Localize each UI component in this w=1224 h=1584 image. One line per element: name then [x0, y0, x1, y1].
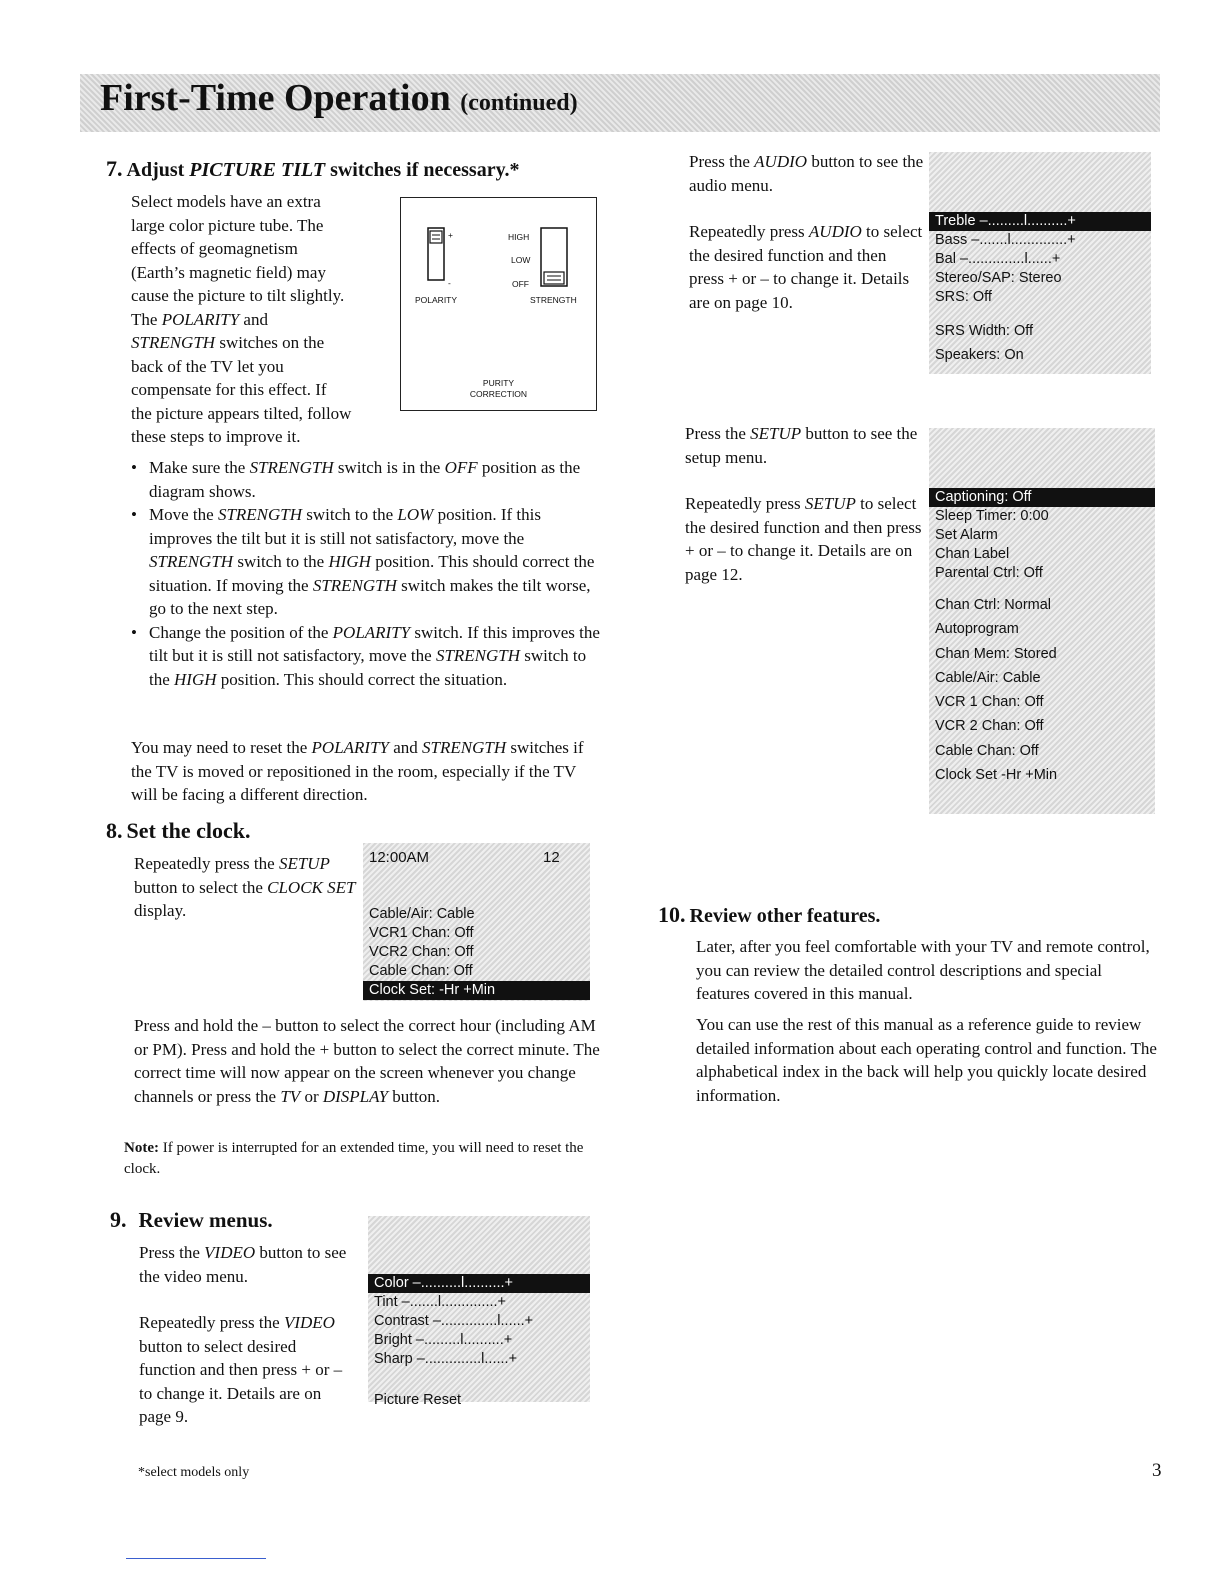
step9-p2-run: VIDEO [283, 1313, 335, 1332]
step7-bullet-run: Change the position of the [149, 622, 333, 642]
step7-closing [131, 736, 601, 807]
step8-number: 8. [106, 818, 123, 843]
step7-title: Adjust PICTURE TILT switches if necessary.* [126, 159, 520, 181]
audio-menu-row: Stereo/SAP: Stereo [935, 270, 1062, 286]
step7-bullet-run: STRENGTH [312, 575, 397, 595]
step7-bullet-run: position. If this improves the tilt but it is still not satisfactory, move the [149, 505, 541, 548]
setup-menu [929, 428, 1155, 814]
setup-menu-extra-row: VCR 1 Chan: Off [935, 694, 1044, 711]
clock-channel-display: 12 [543, 849, 560, 866]
step7-intro [131, 190, 401, 449]
step8-title: Set the clock. [126, 818, 251, 843]
step7-intro-line: large color picture tube. The [131, 215, 324, 235]
setup-menu-extra-row: Autoprogram [935, 621, 1019, 638]
clock-menu-row: VCR2 Chan: Off [369, 944, 474, 960]
video-menu-row: Contrast –..............l......+ [374, 1313, 534, 1329]
setup-captioning-selected-row: Captioning: Off [929, 488, 1155, 507]
step7-bullet-run: position. This should correct the situation. [216, 669, 508, 689]
step7-intro-line: back of the TV let you [131, 356, 284, 376]
strength-label: STRENGTH [530, 295, 577, 305]
step7-bullet-run: POLARITY [332, 622, 411, 642]
audio-p1-run: button to see the audio menu. [689, 152, 924, 195]
clock-time-display: 12:00AM [369, 849, 430, 866]
audio-treble-selected-row: Treble –.........l..........+ [929, 212, 1151, 231]
picture-reset-row: Picture Reset [374, 1392, 462, 1408]
step7-bullet-run: Make sure the [149, 458, 250, 477]
note-label: Note: [124, 1140, 159, 1156]
purity-label: PURITY [482, 378, 515, 388]
page-number: 3 [1152, 1460, 1162, 1481]
step7-intro-line: cause the picture to tilt slightly. [131, 286, 345, 305]
step7-bullet-run: STRENGTH [149, 552, 234, 571]
step7-closing-run: STRENGTH [422, 738, 507, 757]
step7-bullet-run: position as the diagram shows. [149, 458, 581, 501]
setup-menu-row: Parental Ctrl: Off [935, 565, 1043, 581]
step7-closing-run: and [389, 738, 423, 757]
strength-switch-knob [544, 272, 564, 284]
step7-bullet-run: switch to the [233, 552, 329, 571]
note-text: If power is interrupted for an extended time, you will need to reset the clock. [124, 1140, 584, 1177]
step7-bullet-run: switch to the [149, 646, 587, 689]
video-menu-row: Sharp –..............l......+ [374, 1351, 518, 1367]
setup-menu-extra-row: Chan Ctrl: Normal [935, 597, 1052, 613]
clock-menu-row: Cable/Air: Cable [369, 906, 475, 922]
step8-heading [106, 818, 406, 844]
step7-intro-line: compensate for this effect. If [131, 380, 327, 399]
step7-intro-line: (Earth’s magnetic field) may [131, 262, 326, 282]
strength-switch-body [541, 228, 567, 286]
step8-intro-run: Repeatedly press the [134, 854, 279, 873]
setup-menu-extra-row: Cable/Air: Cable [935, 669, 1041, 686]
setup-menu-extra-row: Chan Mem: Stored [935, 645, 1057, 662]
step7-bullet-run: STRENGTH [217, 505, 303, 524]
step10-title: Review other features. [689, 905, 881, 927]
step7-closing-run: You may need to reset the [131, 738, 312, 757]
step8-body-run: button. [388, 1086, 440, 1106]
step8-body-run: TV [280, 1086, 301, 1106]
step9-p1-run: VIDEO [204, 1243, 256, 1262]
step8-intro-run: button to select the [134, 877, 268, 897]
step7-intro-line: effects of geomagnetism [131, 239, 298, 258]
setup-para1 [685, 422, 925, 469]
polarity-switch-knob [430, 231, 442, 243]
step7-bullet-run: OFF [444, 458, 478, 477]
step7-bullet-list [131, 456, 601, 691]
setup-menu-extra-row: VCR 2 Chan: Off [935, 718, 1044, 735]
step9-p2-run: Repeatedly press the [139, 1313, 284, 1332]
step9-para1 [139, 1241, 349, 1288]
step7-intro-line: STRENGTH switches on the [131, 333, 325, 352]
step8-intro-run: SETUP [278, 854, 330, 873]
audio-menu-row: Bal –..............l......+ [935, 251, 1061, 267]
clock-set-menu [363, 843, 590, 1001]
setup-menu-extra-row: Cable Chan: Off [935, 742, 1039, 759]
polarity-plus-label: + [448, 230, 453, 240]
setup-p1-run: SETUP [750, 424, 802, 443]
step7-intro-line: these steps to improve it. [131, 427, 301, 446]
setup-menu-row: Set Alarm [935, 527, 998, 543]
strength-low-label: LOW [511, 255, 531, 265]
step7-bullet-run: switch makes the tilt worse, go to the next step. [149, 575, 591, 618]
step7-bullet-run: switch is in the [333, 458, 445, 477]
step10-para1: Later, after you feel comfortable with your TV and remote control, you can review the detailed control descriptions and special features covered in this manual. [696, 937, 1150, 1003]
step7-bullet-run: switch. If this improves the tilt but it is still not satisfactory, move the [149, 622, 600, 665]
setup-p2-run: Repeatedly press [685, 494, 805, 513]
step7-bullet-run: HIGH [174, 669, 217, 689]
step10-number: 10. [658, 902, 686, 927]
step8-body [134, 1014, 604, 1108]
setup-p2-run: SETUP [804, 494, 856, 513]
step10-heading [658, 902, 1158, 928]
step8-note [124, 1138, 604, 1180]
footnote: *select models only [138, 1465, 250, 1480]
step9-para2 [139, 1311, 349, 1429]
step7-number: 7. [106, 156, 123, 181]
clock-set-selected-row: Clock Set: -Hr +Min [363, 981, 590, 1000]
step7-heading [106, 156, 606, 182]
step9-p2-run: button to select desired function and then press + or – to change it. Details are on page 9. [139, 1336, 343, 1426]
step9-title: Review menus. [138, 1208, 273, 1232]
step9-number: 9. [110, 1207, 127, 1232]
audio-p2-run: to select the desired function and then press + or – to change it. Details are on page 10. [689, 222, 923, 312]
audio-para2 [689, 220, 924, 314]
setup-para2 [685, 492, 930, 586]
video-color-selected-row: Color –..........l..........+ [368, 1274, 590, 1293]
step8-body-run: Press and hold the – button to select the correct hour (including AM or PM). Press and hold the + button to select the correct minute. The correct time will now appear on the screen whenever you change channels or press the [134, 1016, 600, 1106]
step7-bullet [131, 621, 601, 692]
audio-para1 [689, 150, 924, 197]
step9-heading [110, 1207, 410, 1233]
audio-menu [929, 152, 1151, 374]
setup-menu-row: Chan Label [935, 546, 1010, 562]
setup-p1-run: Press the [685, 424, 751, 443]
step8-body-run: DISPLAY [322, 1086, 389, 1106]
correction-label: CORRECTION [469, 389, 528, 399]
video-menu-row: Bright –.........l..........+ [374, 1332, 513, 1348]
polarity-minus-label: - [448, 278, 451, 288]
polarity-label: POLARITY [415, 295, 458, 305]
audio-p1-run: AUDIO [754, 152, 808, 171]
tilt-switch-diagram [400, 197, 597, 411]
video-menu-row: Tint –.......l..............+ [374, 1294, 507, 1310]
audio-p2-run: AUDIO [808, 222, 862, 241]
setup-p2-run: to select the desired function and then press + or – to change it. Details are on page 12. [685, 494, 922, 584]
step7-bullet-run: switch to the [302, 505, 398, 524]
strength-off-label: OFF [512, 279, 529, 289]
step7-bullet-run: HIGH [328, 552, 371, 571]
clock-menu-row: Cable Chan: Off [369, 963, 473, 979]
audio-p2-run: Repeatedly press [689, 222, 809, 241]
step9-p1-run: Press the [139, 1243, 205, 1262]
step10-para2: You can use the rest of this manual as a reference guide to review detailed information about each operating control and function. The alphabetical index in the back will help you quickly locate desired information. [696, 1015, 1157, 1105]
audio-menu-row: SRS: Off [935, 289, 992, 305]
setup-menu-extra-row: Clock Set -Hr +Min [935, 767, 1058, 784]
step8-intro-run: display. [134, 901, 187, 920]
step8-intro [134, 852, 359, 923]
step8-body-run: or [300, 1086, 323, 1106]
audio-menu-extra-row: SRS Width: Off [935, 323, 1034, 339]
step7-bullet-run: STRENGTH [435, 646, 521, 665]
video-menu [368, 1216, 590, 1408]
page-title-continued: (continued) [460, 90, 578, 116]
step7-closing-run: POLARITY [311, 738, 389, 757]
audio-p1-run: Press the [689, 152, 755, 171]
step7-bullet [131, 456, 601, 503]
step7-intro-line: The POLARITY and [131, 309, 268, 329]
footer-rule [126, 1558, 266, 1559]
step7-closing-run: switches if the TV is moved or repositioned in the room, especially if the TV will be facing a different direction. [131, 738, 584, 804]
page-header-banner [80, 74, 1160, 132]
clock-menu-header [363, 843, 590, 873]
step7-bullet-run: Move the [149, 505, 218, 524]
step9-p1-run: button to see the video menu. [139, 1243, 347, 1286]
clock-menu-row: VCR1 Chan: Off [369, 925, 474, 941]
step7-bullet-run: LOW [397, 505, 434, 524]
audio-menu-row: Bass –.......l..............+ [935, 232, 1076, 248]
page-title: First-Time Operation (continued) [100, 77, 578, 119]
step7-bullet-run: STRENGTH [249, 458, 334, 477]
audio-menu-extra-row: Speakers: On [935, 347, 1024, 363]
step7-bullet [131, 503, 601, 621]
step8-intro-run: CLOCK SET [267, 877, 356, 897]
step7-bullet-run: position. This should correct the situation. If moving the [149, 552, 595, 595]
setup-p1-run: button to see the setup menu. [685, 424, 918, 467]
step7-intro-line: the picture appears tilted, follow [131, 403, 352, 423]
setup-menu-row: Sleep Timer: 0:00 [935, 508, 1049, 524]
step7-intro-line: Select models have an extra [131, 192, 321, 211]
strength-high-label: HIGH [508, 232, 530, 242]
